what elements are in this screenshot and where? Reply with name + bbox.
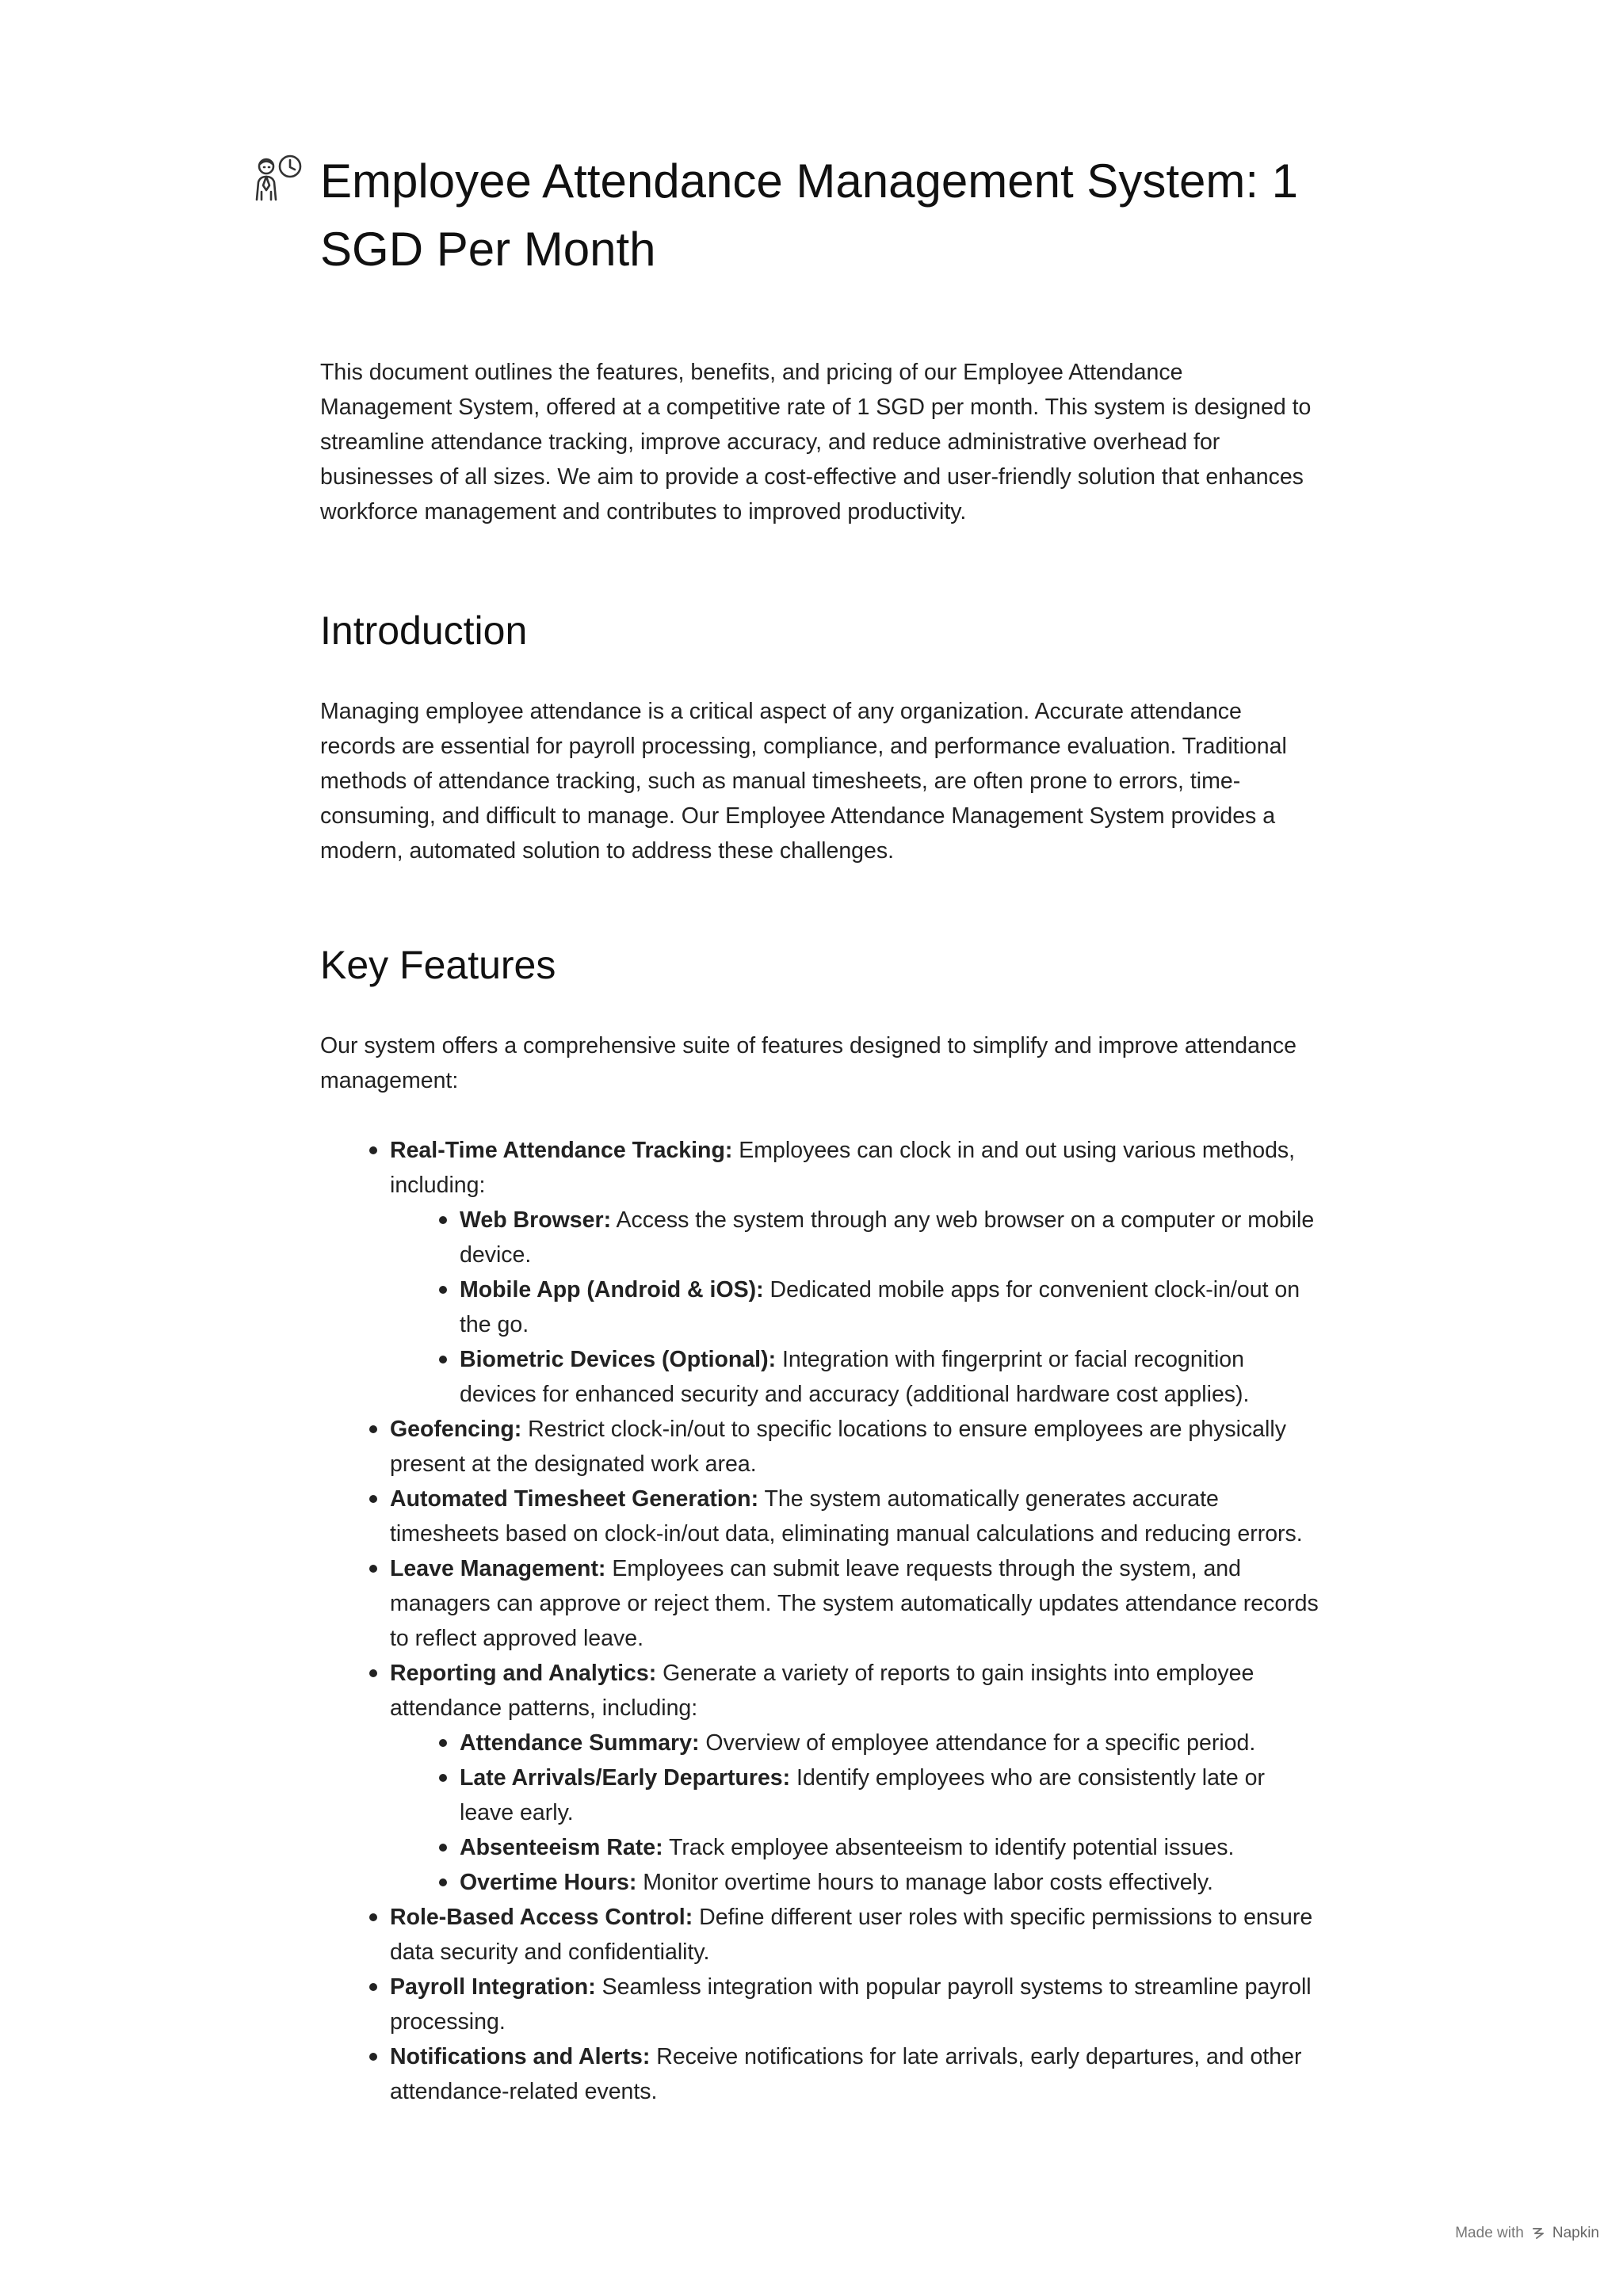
employee-clock-icon (249, 151, 306, 208)
feature-text: Generate a variety of reports to gain insights into employee attendance patterns, including: (390, 1661, 1254, 1721)
sub-feature-text: Monitor overtime hours to manage labor costs effectively. (636, 1870, 1213, 1895)
list-item (390, 1900, 1319, 1970)
list-item (390, 1656, 1319, 1900)
sub-feature-list (390, 1726, 1319, 1900)
introduction-heading: Introduction (320, 608, 528, 653)
sub-feature-label: Absenteeism Rate: (460, 1835, 663, 1860)
list-item (460, 1830, 1319, 1865)
napkin-brand: Napkin (1552, 2225, 1599, 2241)
sub-feature-label: Web Browser: (460, 1207, 612, 1233)
feature-text: The system automatically generates accurate timesheets based on clock-in/out data, eliminating manual calculations and reducing errors. (390, 1486, 1303, 1547)
intro-paragraph: This document outlines the features, benefits, and pricing of our Employee Attendance Management System, offered at a competitive rate of 1 SGD per month. This system is designed to streamline attendance tracking, improve accuracy, and reduce administrative overhead for businesses of all sizes. We aim to provide a cost-effective and user-friendly solution that enhances workforce management and contributes to improved productivity. (320, 360, 1312, 524)
sub-feature-label: Mobile App (Android & iOS): (460, 1277, 764, 1302)
feature-list (320, 1133, 1319, 2109)
list-item (390, 1970, 1319, 2039)
list-item (460, 1342, 1319, 1412)
list-item (390, 1412, 1319, 1482)
sub-feature-label: Biometric Devices (Optional): (460, 1347, 777, 1372)
list-item (460, 1203, 1319, 1272)
made-with-napkin-footer (1455, 2225, 1599, 2242)
sub-feature-label: Attendance Summary: (460, 1730, 700, 1756)
feature-text: Seamless integration with popular payroll systems to streamline payroll processing. (390, 1974, 1312, 2035)
feature-label: Automated Timesheet Generation: (390, 1486, 759, 1512)
feature-label: Role-Based Access Control: (390, 1905, 693, 1930)
document-body (320, 355, 1319, 2109)
list-item (390, 1133, 1319, 1412)
page-title: Employee Attendance Management System: 1 SGD Per Month (320, 154, 1299, 276)
sub-feature-text: Overview of employee attendance for a specific period. (699, 1730, 1256, 1756)
feature-label: Reporting and Analytics: (390, 1661, 657, 1686)
napkin-logo-icon (1530, 2225, 1546, 2241)
sub-feature-text: Dedicated mobile apps for convenient clock-in/out on the go. (460, 1277, 1300, 1337)
feature-text: Employees can clock in and out using various methods, including: (390, 1138, 1296, 1198)
list-item (390, 1551, 1319, 1656)
list-item (460, 1865, 1319, 1900)
sub-feature-label: Overtime Hours: (460, 1870, 637, 1895)
feature-label: Notifications and Alerts: (390, 2044, 651, 2069)
sub-feature-text: Integration with fingerprint or facial recognition devices for enhanced security and accuracy (additional hardware cost applies). (460, 1347, 1250, 1407)
sub-feature-label: Late Arrivals/Early Departures: (460, 1765, 791, 1791)
key-features-heading: Key Features (320, 943, 556, 987)
made-with-label: Made with (1455, 2225, 1524, 2241)
introduction-paragraph: Managing employee attendance is a critical aspect of any organization. Accurate attendance records are essential for payroll processing, compliance, and performance evaluation. Traditional methods of attendance tracking, such as manual timesheets, are often prone to errors, time-consuming, and difficult to manage. Our Employee Attendance Management System provides a modern, automated solution to address these challenges. (320, 699, 1287, 864)
sub-feature-text: Access the system through any web browser on a computer or mobile device. (460, 1207, 1315, 1268)
sub-feature-text: Identify employees who are consistently late or leave early. (460, 1765, 1265, 1825)
feature-label: Geofencing: (390, 1417, 522, 1442)
sub-feature-list (390, 1203, 1319, 1412)
feature-text: Restrict clock-in/out to specific locations to ensure employees are physically present at the designated work area. (390, 1417, 1286, 1477)
feature-text: Receive notifications for late arrivals, early departures, and other attendance-related events. (390, 2044, 1302, 2104)
feature-text: Employees can submit leave requests through the system, and managers can approve or reject them. The system automatically updates attendance records to reflect approved leave. (390, 1556, 1319, 1651)
feature-label: Leave Management: (390, 1556, 606, 1581)
feature-text: Define different user roles with specific permissions to ensure data security and confidentiality. (390, 1905, 1313, 1965)
key-features-paragraph: Our system offers a comprehensive suite of features designed to simplify and improve attendance management: (320, 1033, 1296, 1093)
list-item (390, 2039, 1319, 2109)
feature-label: Payroll Integration: (390, 1974, 596, 2000)
list-item (390, 1482, 1319, 1551)
list-item (460, 1272, 1319, 1342)
feature-label: Real-Time Attendance Tracking: (390, 1138, 733, 1163)
sub-feature-text: Track employee absenteeism to identify potential issues. (663, 1835, 1235, 1860)
list-item (460, 1726, 1319, 1760)
list-item (460, 1760, 1319, 1830)
